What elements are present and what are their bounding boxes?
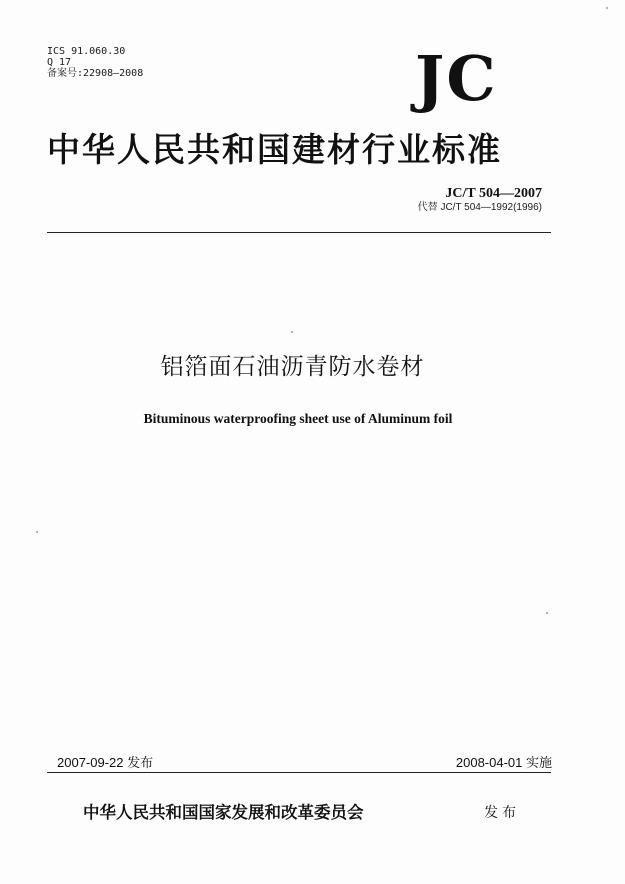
- scan-speck: [291, 331, 293, 333]
- scan-speck: [36, 531, 38, 533]
- scan-speck: [606, 7, 608, 9]
- ics-code: ICS 91.060.30: [47, 46, 126, 57]
- implementation-date: 2008-04-01 实施: [455, 755, 552, 770]
- footer-divider: [47, 772, 551, 773]
- scan-speck: [546, 612, 548, 614]
- ccs-code: Q 17: [47, 57, 72, 68]
- record-number: 备案号:22908—2008: [47, 68, 144, 79]
- jc-logo: JC: [415, 42, 498, 115]
- classification-block: [47, 46, 143, 79]
- publish-label: 发布: [484, 805, 520, 821]
- document-title-chinese: 铝箔面石油沥青防水卷材: [160, 354, 425, 380]
- standard-category-title: 中华人民共和国建材行业标准: [47, 130, 502, 169]
- header-divider: [47, 232, 551, 233]
- replaced-standard: 代替 JC/T 504—1992(1996): [417, 202, 542, 213]
- issue-date: 2007-09-22 发布: [57, 755, 154, 770]
- standard-number: JC/T 504—2007: [445, 186, 542, 201]
- publisher-name: 中华人民共和国国家发展和改革委员会: [83, 803, 364, 822]
- document-title-english: Bituminous waterproofing sheet use of Aluminum foil: [143, 411, 453, 426]
